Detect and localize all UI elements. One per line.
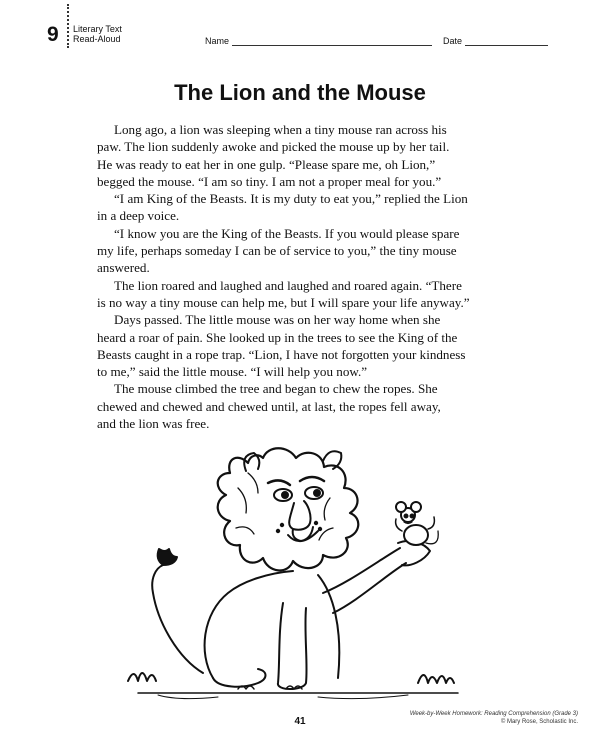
lesson-type-line-1: Literary Text [73, 24, 122, 34]
lesson-type-line-2: Read-Aloud [73, 34, 121, 44]
name-label: Name [205, 36, 230, 46]
page-number: 41 [294, 716, 306, 727]
story-paragraph: “I am King of the Beasts. It is my duty to eat you,” replied the Lion in a deep voice. [97, 191, 468, 224]
date-line[interactable] [465, 45, 548, 46]
lion-and-mouse-illustration [118, 443, 478, 708]
story-paragraph: “I know you are the King of the Beasts. If you would please spare my life, perhaps someday I can be of service to you,” the tiny mouse answered. [97, 225, 460, 276]
story-paragraph: The mouse climbed the tree and began to chew the ropes. She chewed and chewed and chewed until, at last, the ropes fell away, and the lion was free. [97, 381, 441, 432]
book-title: Week-by-Week Homework: Reading Comprehension (Grade 3) [409, 711, 578, 717]
story-paragraph: The lion roared and laughed and laughed and roared again. “There is no way a tiny mouse can help me, but I will spare your life anyway.” [97, 277, 470, 310]
footer-credits [410, 710, 578, 726]
story-title: The Lion and the Mouse [174, 80, 426, 105]
lesson-number: 9 [47, 23, 59, 46]
name-line[interactable] [232, 45, 432, 46]
story-paragraph: Long ago, a lion was sleeping when a tiny mouse ran across his paw. The lion suddenly awoke and picked the mouse up by her tail. He was ready to eat her in one gulp. “Please spare me, oh Lion,” begged the mouse. “I am so tiny. I am not a proper meal for you.” [97, 122, 450, 189]
story-text [97, 121, 527, 432]
date-label: Date [443, 36, 463, 46]
lesson-type [73, 24, 122, 44]
dotted-divider [67, 4, 69, 48]
worksheet-header [0, 0, 600, 60]
story-paragraph: Days passed. The little mouse was on her way home when she heard a roar of pain. She looked up in the trees to see the King of the Beasts caught in a rope trap. “Lion, I have not forgotten your kindness to me,” said the little mouse. “I will help you now.” [97, 312, 466, 380]
copyright: © Mary Rose, Scholastic Inc. [500, 719, 578, 725]
